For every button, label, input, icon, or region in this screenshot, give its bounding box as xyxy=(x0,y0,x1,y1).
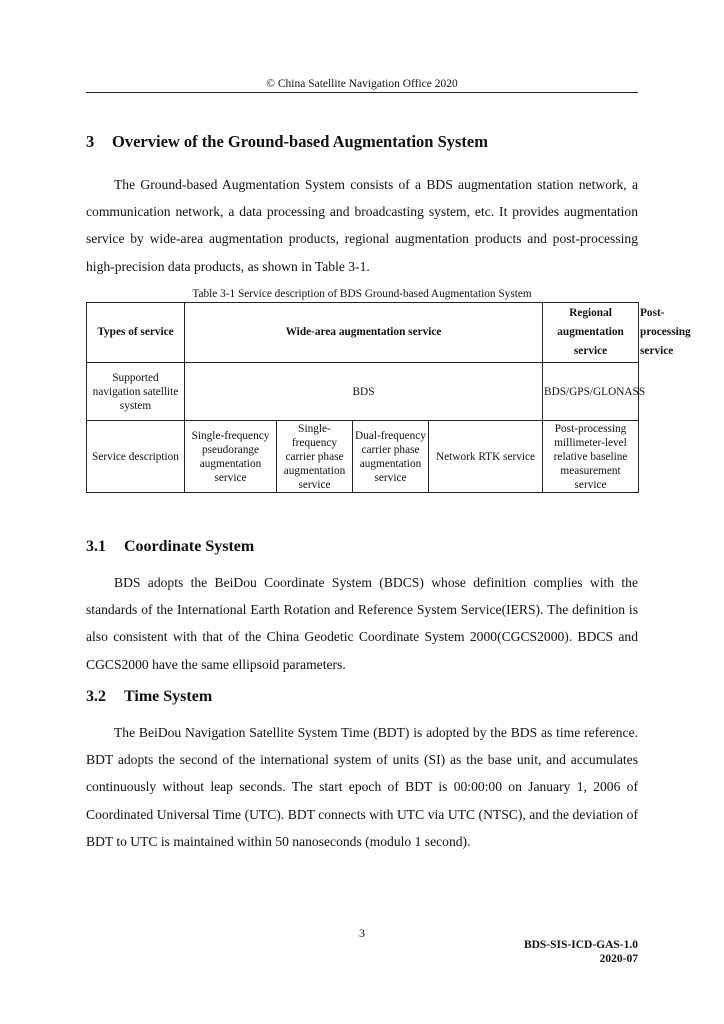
cell-wide-area-system: BDS xyxy=(185,363,543,421)
cell-network-rtk: Network RTK service xyxy=(429,421,543,493)
table-caption: Table 3-1 Service description of BDS Ground-based Augmentation System xyxy=(192,288,532,300)
subsection-heading-3-1 xyxy=(86,538,254,556)
document-date: 2020-07 xyxy=(599,953,638,965)
row-label-supported: Supported navigation satellite system xyxy=(87,363,185,421)
table-row xyxy=(87,363,639,421)
subsection-title: Time System xyxy=(124,688,213,705)
header-types-of-service: Types of service xyxy=(87,303,185,363)
section-intro-paragraph: The Ground-based Augmentation System consists of a BDS augmentation station network, a communication network, a data processing and broadcasting system, etc. It provides augmentation service by wide-area augmentation products, regional augmentation products and post-processing high-precision data products, as shown in Table 3-1. xyxy=(86,177,638,274)
header-divider xyxy=(86,92,638,93)
section-number: 3 xyxy=(86,132,95,151)
cell-single-frequency-pseudorange: Single-frequency pseudorange augmentation service xyxy=(185,421,277,493)
subsection-number: 3.1 xyxy=(86,538,106,555)
header-regional: Regional augmentation service xyxy=(543,303,639,363)
page-number: 3 xyxy=(359,926,365,940)
row-label-service-description: Service description xyxy=(87,421,185,493)
cell-single-frequency-carrier-phase: Single-frequency carrier phase augmentation service xyxy=(277,421,353,493)
cell-post-processing-baseline: Post-processing millimeter-level relative baseline measurement service xyxy=(543,421,639,493)
subsection-title: Coordinate System xyxy=(124,538,255,555)
header-wide-area: Wide-area augmentation service xyxy=(185,303,543,363)
section-heading xyxy=(86,132,488,152)
cell-regional-post-system: BDS/GPS/GLONASS xyxy=(543,363,639,421)
section-title: Overview of the Ground-based Augmentation System xyxy=(112,132,488,151)
cell-dual-frequency-carrier-phase: Dual-frequency carrier phase augmentation service xyxy=(353,421,429,493)
coordinate-system-paragraph: BDS adopts the BeiDou Coordinate System (BDCS) whose definition complies with the standards of the International Earth Rotation and Reference System Service(IERS). The definition is also consistent with that of the China Geodetic Coordinate System 2000(CGCS2000). BDCS and CGCS2000 have the same ellipsoid parameters. xyxy=(86,575,638,672)
subsection-number: 3.2 xyxy=(86,688,106,705)
document-id-block xyxy=(524,938,638,966)
document-id: BDS-SIS-ICD-GAS-1.0 xyxy=(523,939,638,951)
service-table xyxy=(86,302,691,493)
time-system-paragraph: The BeiDou Navigation Satellite System Time (BDT) is adopted by the BDS as time reference. BDT adopts the second of the international system of units (SI) as the base unit, and accumulates continuously without leap seconds. The start epoch of BDT is 00:00:00 on January 1, 2006 of Coordinated Universal Time (UTC). BDT connects with UTC via UTC (NTSC), and the deviation of BDT to UTC is maintained within 50 nanoseconds (modulo 1 second). xyxy=(86,725,638,849)
subsection-heading-3-2 xyxy=(86,688,212,706)
table-row xyxy=(87,421,639,493)
page-header: © China Satellite Navigation Office 2020 xyxy=(266,78,458,90)
table-header-row: Types of service Wide-area augmentation service Regional augmentation service Post-processing service xyxy=(87,303,639,363)
